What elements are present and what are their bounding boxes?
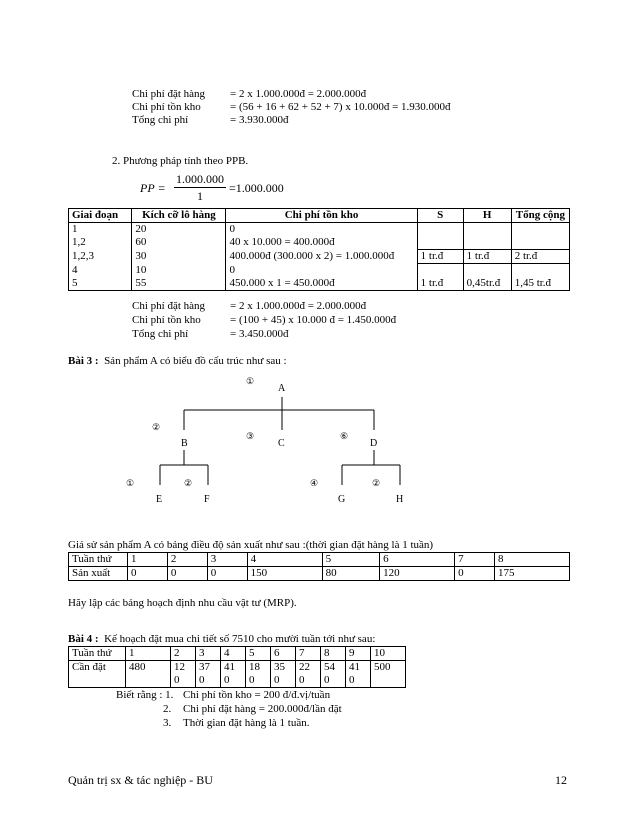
cell: 0 [271, 674, 296, 688]
cell: 0 [321, 674, 346, 688]
cell: 0 [226, 223, 417, 237]
cell: 54 [321, 661, 346, 675]
cell: 120 [380, 567, 455, 581]
cell: 1,2,3 [69, 250, 132, 264]
bai3-description: Giả sử sản phẩm A có bảng điều độ sản xuất như sau :(thời gian đặt hàng là 1 tuần) [68, 539, 434, 551]
cell: 0 [346, 674, 371, 688]
footer-title: Quản trị sx & tác nghiệp - BU [68, 773, 213, 787]
cost2-order: Chi phí đặt hàng = 2 x 1.000.000đ = 2.000.000đ [132, 300, 367, 312]
cell: 22 [296, 661, 321, 675]
cell: 8 [494, 553, 569, 567]
cell [371, 674, 406, 688]
cell: Tuần thứ [69, 553, 128, 567]
cell: 4 [69, 264, 132, 278]
header-cell: Kích cỡ lô hàng [132, 209, 226, 223]
cell: 2 tr.đ [511, 250, 569, 264]
cell: 1 tr.đ [417, 250, 463, 264]
cell: 5 [246, 647, 271, 661]
cost1-order: Chi phí đặt hàng = 2 x 1.000.000đ = 2.000.000đ [132, 88, 367, 100]
cell: 8 [321, 647, 346, 661]
table-row [69, 661, 406, 675]
cell: 41 [346, 661, 371, 675]
cell: 6 [380, 553, 455, 567]
cell: 0 [196, 674, 221, 688]
tree-qty-e: ① [126, 478, 135, 488]
schedule-table [68, 552, 570, 581]
cost1-total: Tổng chi phí = 3.930.000đ [132, 114, 289, 126]
tree-node-f: F [204, 494, 210, 505]
note-3-number: 3. [163, 717, 172, 729]
formula-denominator: 1 [197, 189, 203, 203]
cell: 1,45 tr.đ [511, 277, 569, 291]
header-cell: Tổng cộng [511, 209, 569, 223]
cell: 0 [296, 674, 321, 688]
cell: 10 [371, 647, 406, 661]
cell: 20 [132, 223, 226, 237]
tree-qty-b: ② [152, 422, 161, 432]
table-row [69, 553, 570, 567]
cell: 1 [69, 223, 132, 237]
cell: 7 [296, 647, 321, 661]
tree-qty-c: ③ [246, 431, 255, 441]
cell: 2 [171, 647, 196, 661]
cell: 150 [247, 567, 322, 581]
bai3-task: Hãy lập các bảng hoạch định nhu cầu vật tư (MRP). [68, 597, 297, 609]
header-cell: H [463, 209, 511, 223]
cell [69, 674, 126, 688]
cell: 30 [132, 250, 226, 264]
cell: 0,45tr.đ [463, 277, 511, 291]
cell: 0 [167, 567, 207, 581]
cell: Sản xuất [69, 567, 128, 581]
cell: 400.000đ (300.000 x 2) = 1.000.000đ [226, 250, 417, 264]
cell: 5 [322, 553, 379, 567]
cell: 35 [271, 661, 296, 675]
tree-node-g: G [338, 494, 346, 505]
table-row [69, 567, 570, 581]
cell: 0 [207, 567, 247, 581]
cell [126, 674, 171, 688]
note-1: Chi phí tồn kho = 200 đ/đ.vị/tuần [183, 689, 331, 701]
cost2-holding: Chi phí tồn kho = (100 + 45) x 10.000 đ = 1.450.000đ [132, 314, 397, 326]
note-2: Chi phí đặt hàng = 200.000đ/lần đặt [183, 703, 342, 715]
tree-node-h: H [396, 494, 404, 505]
note-3: Thời gian đặt hàng là 1 tuần. [183, 717, 310, 729]
cell: 2 [167, 553, 207, 567]
cell: 80 [322, 567, 379, 581]
cell: 4 [221, 647, 246, 661]
cell: 6 [271, 647, 296, 661]
cell: 37 [196, 661, 221, 675]
tree-qty-f: ② [184, 478, 193, 488]
cell: 41 [221, 661, 246, 675]
cell: 175 [494, 567, 569, 581]
cost1-holding: Chi phí tồn kho = (56 + 16 + 62 + 52 + 7) x 10.000đ = 1.930.000đ [132, 101, 451, 113]
tree-qty-g: ④ [310, 478, 319, 488]
tree-node-b: B [181, 438, 188, 449]
cell: 3 [196, 647, 221, 661]
note-2-number: 2. [163, 703, 172, 715]
cell: 1,2 [69, 236, 132, 250]
header-cell: Chi phí tồn kho [226, 209, 417, 223]
cell: 7 [455, 553, 495, 567]
cell: 9 [346, 647, 371, 661]
bai4-table [68, 646, 406, 688]
cell: 0 [246, 674, 271, 688]
bai4-heading: Bài 4 : Kế hoạch đặt mua chi tiết số 7510 cho mười tuần tới như sau: [68, 633, 376, 645]
cell: Tuần thứ [69, 647, 126, 661]
cell: 480 [126, 661, 171, 675]
method-2-title: 2. Phương pháp tính theo PPB. [112, 155, 249, 167]
cell: 5 [69, 277, 132, 291]
tree-qty-a: ① [246, 376, 255, 386]
cell: 0 [171, 674, 196, 688]
cell: 1 [128, 553, 168, 567]
cell: 0 [455, 567, 495, 581]
notes-intro: Biết rằng : 1. [116, 689, 174, 701]
cell: 450.000 x 1 = 450.000đ [226, 277, 417, 291]
cell: 10 [132, 264, 226, 278]
cell: 4 [247, 553, 322, 567]
page-number: 12 [555, 773, 567, 787]
formula-lhs: PP = [140, 181, 166, 195]
tree-node-c: C [278, 438, 285, 449]
cell: 0 [226, 264, 417, 278]
cell: 0 [128, 567, 168, 581]
cell: 3 [207, 553, 247, 567]
cell: 40 x 10.000 = 400.000đ [226, 236, 417, 250]
tree-node-a: A [278, 383, 286, 394]
tree-qty-d: ⑥ [340, 431, 349, 441]
cell: 1 [126, 647, 171, 661]
formula-result: =1.000.000 [229, 181, 284, 195]
cell: Cần đặt [69, 661, 126, 675]
formula-numerator: 1.000.000 [176, 172, 224, 186]
cell: 0 [221, 674, 246, 688]
cell: 1 tr.đ [417, 277, 463, 291]
tree-node-d: D [370, 438, 378, 449]
cell: 55 [132, 277, 226, 291]
cell: 60 [132, 236, 226, 250]
tree-node-e: E [156, 494, 163, 505]
cell: 1 tr.đ [463, 250, 511, 264]
bai3-heading: Bài 3 : Sản phẩm A có biểu đồ cấu trúc như sau : [68, 355, 287, 367]
table-row [69, 647, 406, 661]
table-row [69, 674, 406, 688]
cell: 18 [246, 661, 271, 675]
cell: 500 [371, 661, 406, 675]
header-cell: Giai đoạn [69, 209, 132, 223]
cell: 12 [171, 661, 196, 675]
cost2-total: Tổng chi phí = 3.450.000đ [132, 328, 289, 340]
tree-qty-h: ② [372, 478, 381, 488]
header-cell: S [417, 209, 463, 223]
